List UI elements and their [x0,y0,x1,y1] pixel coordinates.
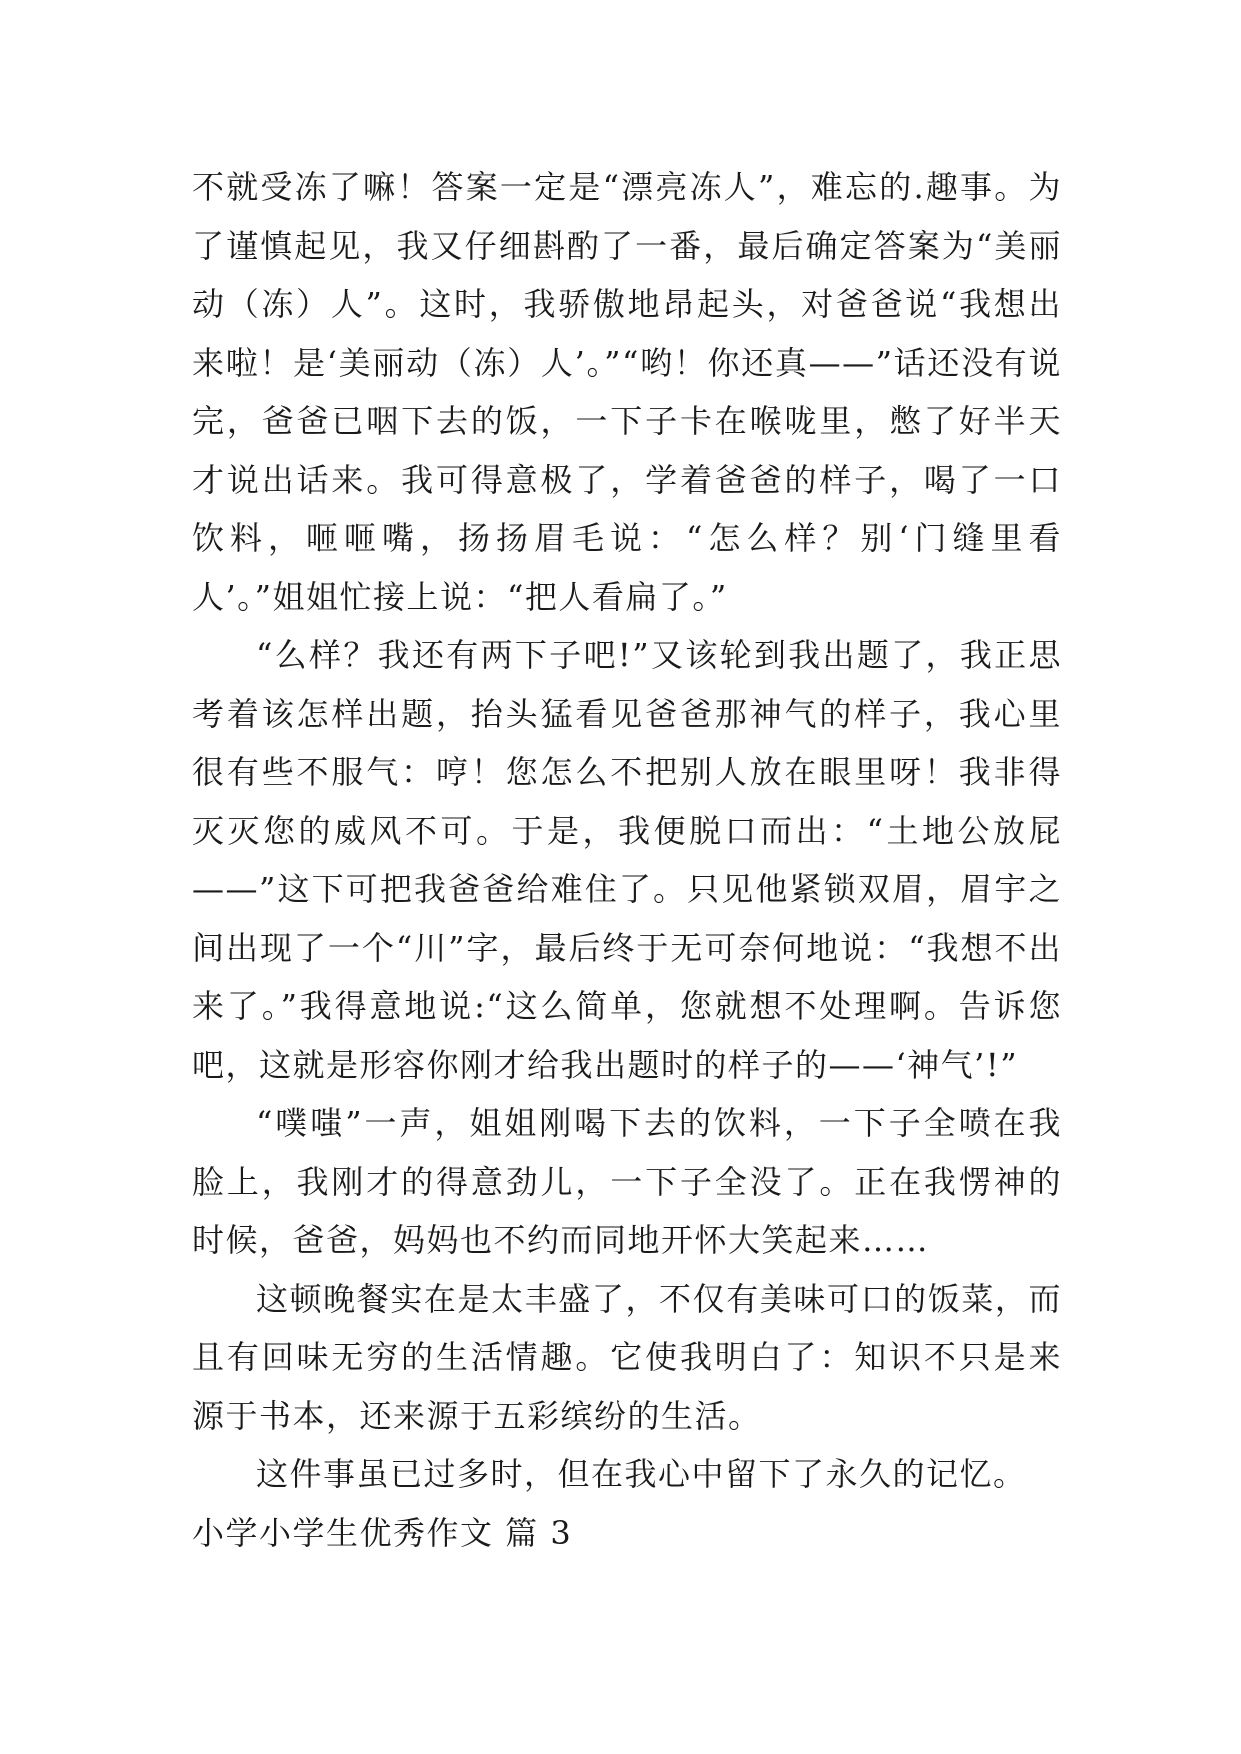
paragraph-4: 这顿晚餐实在是太丰盛了，不仅有美味可口的饭菜，而且有回味无穷的生活情趣。它使我明白了：知识不只是来源于书本，还来源于五彩缤纷的生活。 [192,1279,1062,1435]
paragraph-5: 这件事虽已过多时，但在我心中留下了永久的记忆。 [256,1455,1027,1493]
document-page [192,158,1062,1562]
paragraph-3: “噗嗤”一声，姐姐刚喝下去的饮料，一下子全喷在我脸上，我刚才的得意劲儿，一下子全没了。正在我愣神的时候，爸爸，妈妈也不约而同地开怀大笑起来…… [192,1104,1062,1259]
paragraph-1: 不就受冻了嘛！答案一定是“漂亮冻人”，难忘的.趣事。为了谨慎起见，我又仔细斟酌了一番，最后确定答案为“美丽动（冻）人”。这时，我骄傲地昂起头，对爸爸说“我想出来啦！是‘美丽动（冻）人’。”“哟！你还真——”话还没有说完，爸爸已咽下去的饭，一下子卡在喉咙里，憋了好半天才说出话来。我可得意极了，学着爸爸的样子，喝了一口饮料，咂咂嘴，扬扬眉毛说：“怎么样？别‘门缝里看人’。”姐姐忙接上说：“把人看扁了。” [192,168,1062,616]
paragraph-2: “么样？我还有两下子吧!”又该轮到我出题了，我正思考着该怎样出题，抬头猛看见爸爸那神气的样子，我心里很有些不服气：哼！您怎么不把别人放在眼里呀！我非得灭灭您的威风不可。于是，我便脱口而出：“土地公放屁——”这下可把我爸爸给难住了。只见他紧锁双眉，眉宇之间出现了一个“川”字，最后终于无可奈何地说：“我想不出来了。”我得意地说:“这么简单，您就想不处理啊。告诉您吧，这就是形容你刚才给我出题时的样子的——‘神气’!” [192,636,1062,1084]
section-heading: 小学小学生优秀作文 篇 3 [192,1513,573,1552]
